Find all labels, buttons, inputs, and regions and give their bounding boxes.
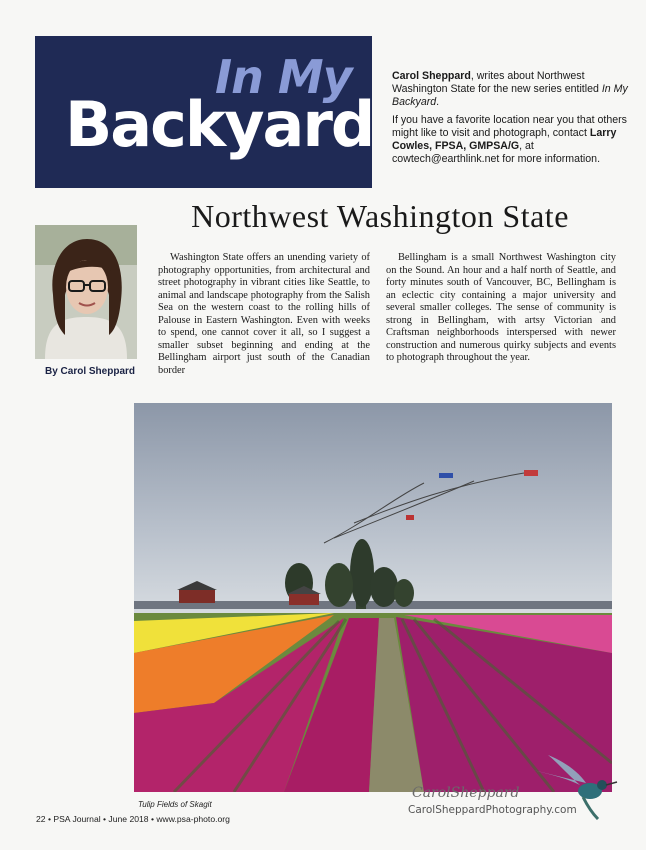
- intro-text: , writes about Northwest Washington State for the new series entitled: [392, 70, 602, 96]
- article-column-2: Bellingham is a small Northwest Washington city on the Sound. An hour and a half north of Seattle, and forty minutes south of Vancouver, BC, Bellingham is an eclectic city containing a major university and several smaller colleges. The sense of community is strong in Bellingham, with artsy Victorian and Craftsman neighborhoods interspersed with newer construction and numerous quirky subjects and events to photograph throughout the year.: [386, 252, 616, 363]
- intro-paragraph-1: [392, 70, 632, 110]
- tulip-field-photo: [134, 403, 612, 792]
- tulip-field-image: [134, 403, 612, 792]
- page-footer: 22 • PSA Journal • June 2018 • www.psa-photo.org: [36, 814, 230, 824]
- banner-title-line1: In My: [215, 50, 352, 104]
- article-column-1: Washington State offers an unending variety of photography opportunities, from architectural and street photography in vibrant cities like Seattle, to animal and landscape photography from the Salish Sea on the western coast to the rolling hills of Palouse in Eastern Washington. Even with weeks to spend, one cannot cover it all, so I suggest a smaller subset beginning and ending at the Bellingham airport just south of the Canadian border: [158, 252, 370, 376]
- photo-caption: Tulip Fields of Skagit: [138, 800, 212, 809]
- intro-text-end: .: [436, 96, 440, 109]
- intro-contact-rest: , at cowtech@earthlink.net for more information.: [392, 140, 601, 166]
- article-headline: Northwest Washington State: [191, 198, 569, 234]
- banner-title-line2: Backyard: [65, 88, 374, 161]
- intro-contact-text: If you have a favorite location near you that others might like to visit and photograph, contact: [392, 113, 627, 139]
- series-banner: [35, 36, 372, 188]
- intro-series-title: In My Backyard: [392, 83, 628, 109]
- intro-contact-name: Larry Cowles, FPSA, GMPSA/G: [392, 126, 617, 153]
- intro-author-name: Carol Sheppard: [392, 70, 471, 82]
- author-portrait-image: [35, 225, 137, 359]
- series-intro: [392, 70, 632, 170]
- photographer-website-watermark: CarolSheppardPhotography.com: [408, 804, 577, 816]
- photographer-signature: CarolSheppard: [412, 785, 520, 801]
- author-byline: By Carol Sheppard: [44, 366, 136, 377]
- hummingbird-icon: [528, 745, 618, 820]
- author-portrait: [35, 225, 137, 359]
- intro-paragraph-2: [392, 114, 632, 167]
